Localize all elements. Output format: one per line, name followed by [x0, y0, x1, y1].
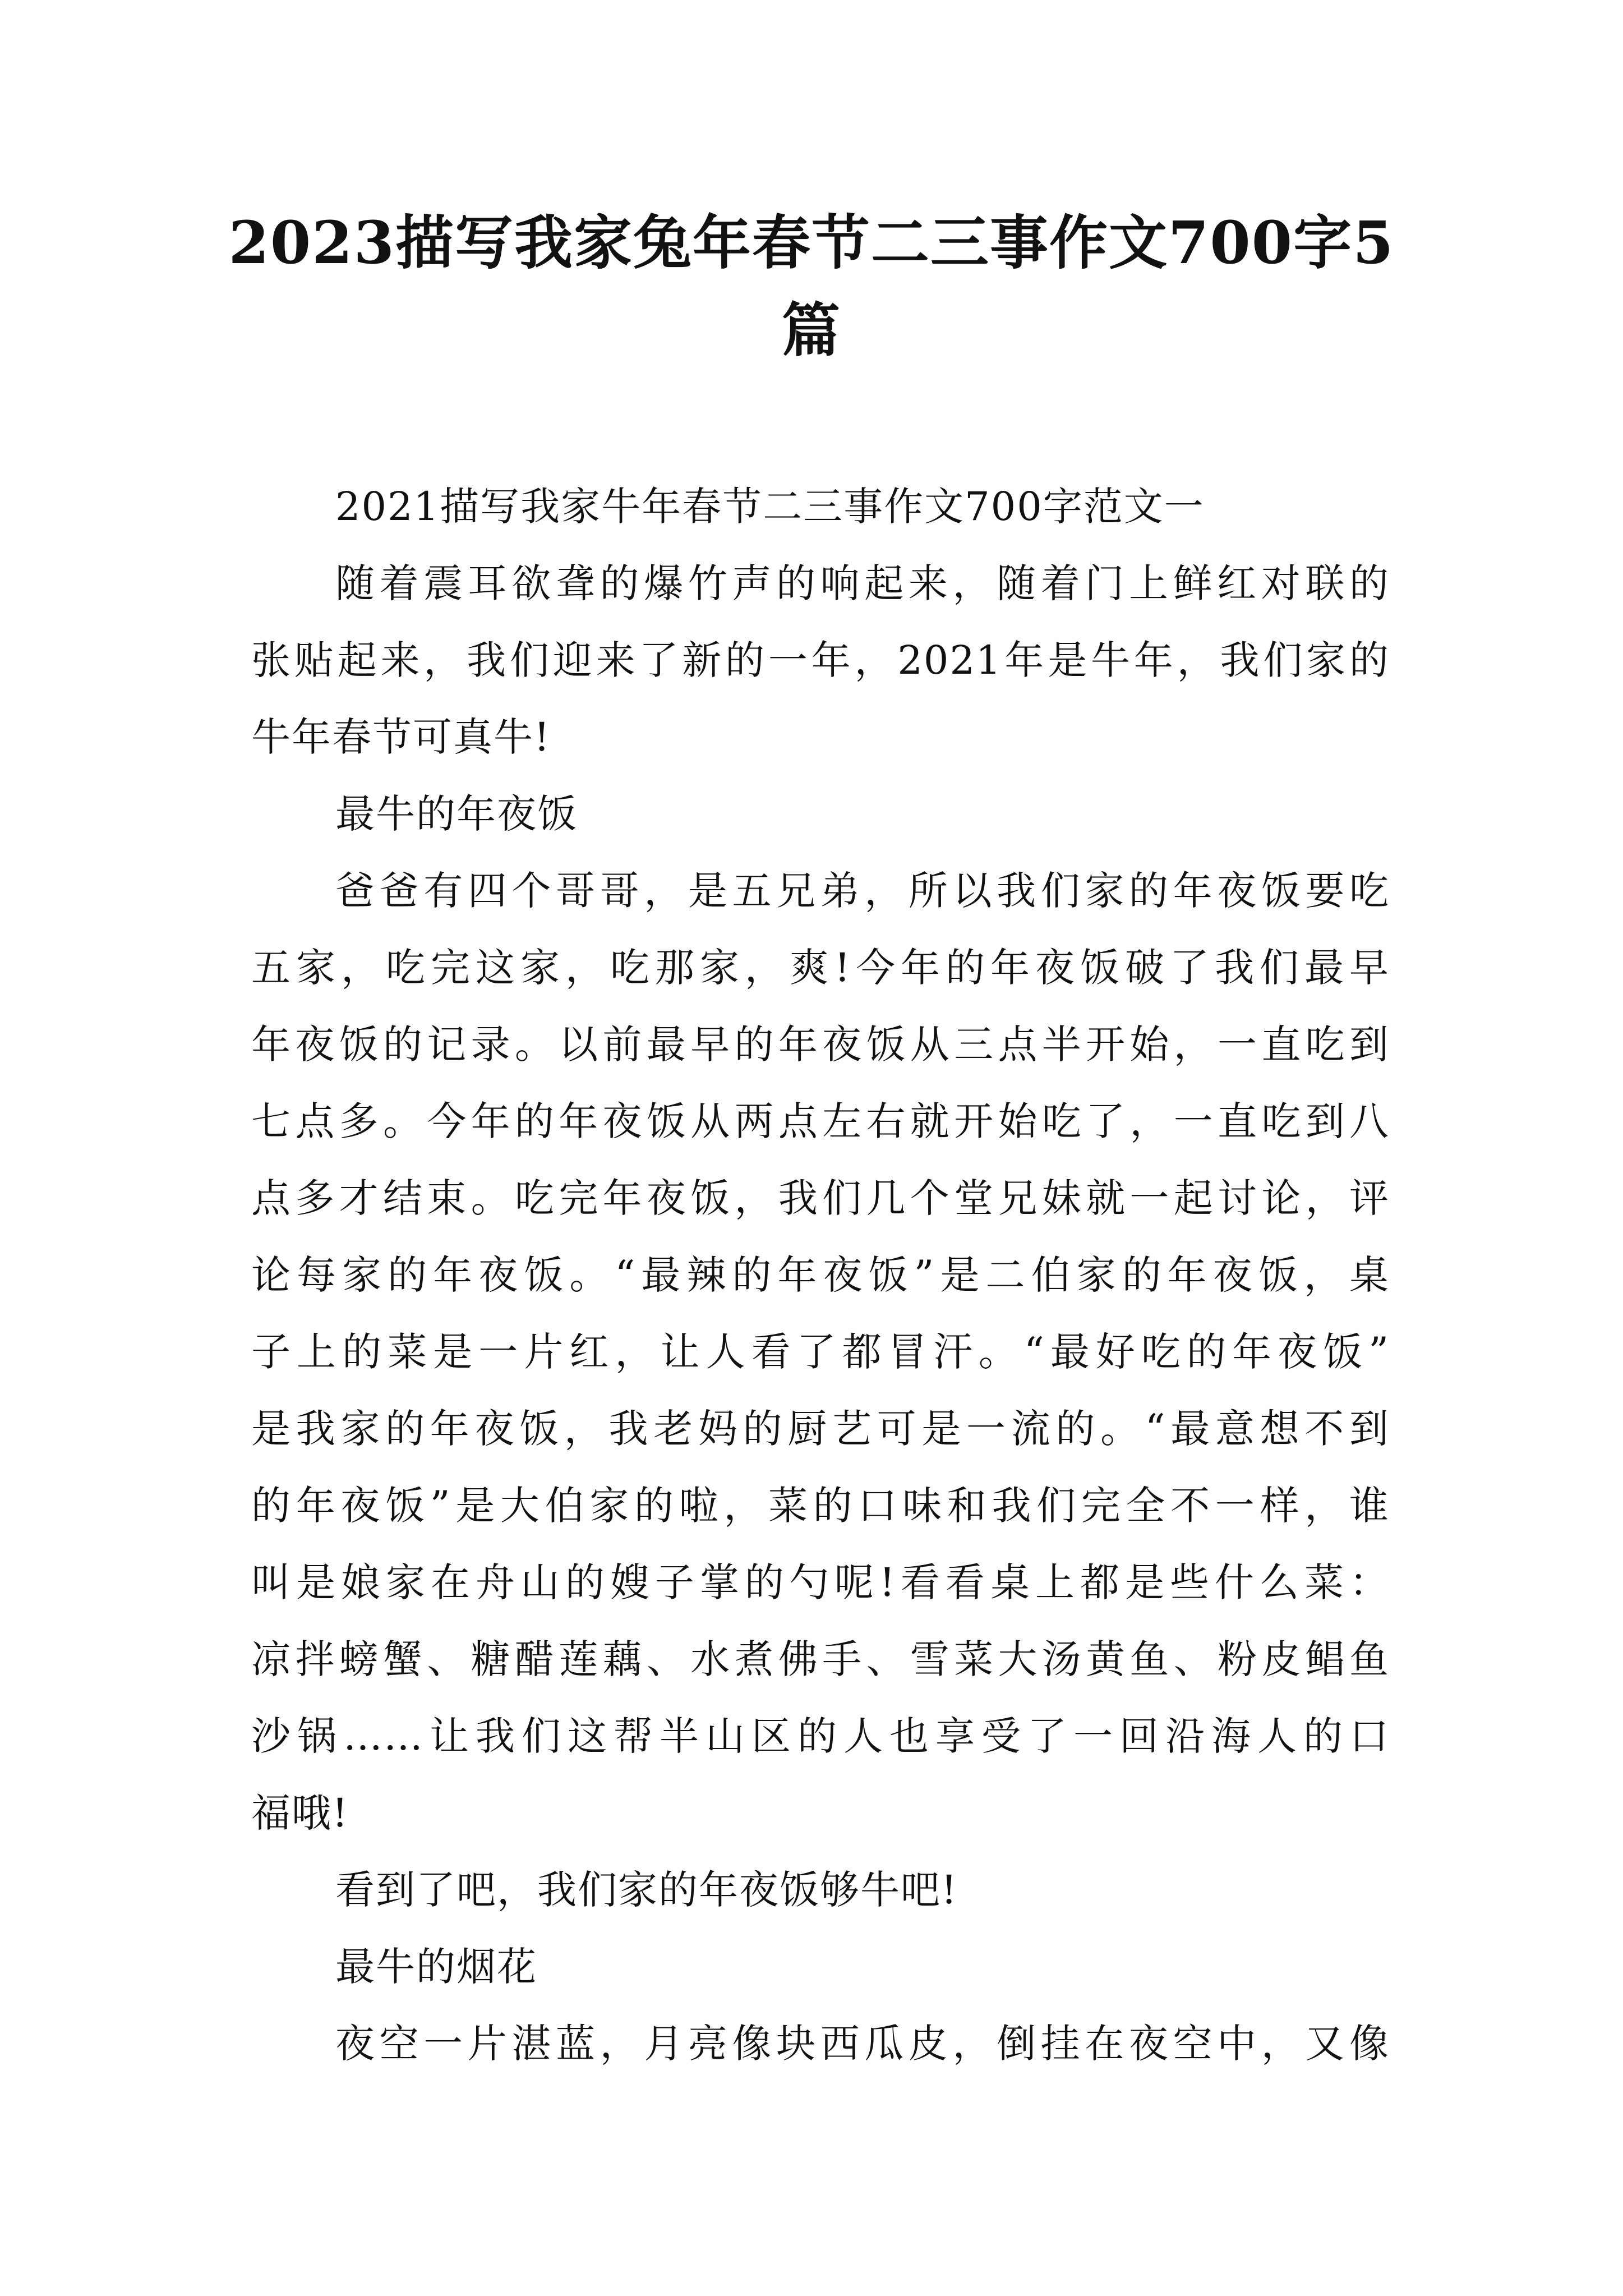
text-line: 沙锅……让我们这帮半山区的人也享受了一回沿海人的口 [251, 1713, 1390, 1759]
text-line: 夜空一片湛蓝，月亮像块西瓜皮，倒挂在夜空中，又像 [335, 2021, 1390, 2067]
section-heading: 最牛的年夜饭 [335, 791, 578, 837]
text-line: 凉拌螃蟹、糖醋莲藕、水煮佛手、雪菜大汤黄鱼、粉皮鲳鱼 [251, 1636, 1390, 1682]
text-line: 的年夜饭”是大伯家的啦，菜的口味和我们完全不一样，谁 [251, 1483, 1390, 1529]
text-line: 是我家的年夜饭，我老妈的厨艺可是一流的。“最意想不到 [251, 1406, 1390, 1452]
text-line: 年夜饭的记录。以前最早的年夜饭从三点半开始，一直吃到 [251, 1022, 1390, 1068]
text-line: 看到了吧，我们家的年夜饭够牛吧! [335, 1867, 958, 1913]
text-line: 五家，吃完这家，吃那家，爽!今年的年夜饭破了我们最早 [251, 945, 1390, 991]
text-line: 福哦! [251, 1790, 349, 1836]
text-line: 2021描写我家牛年春节二三事作文700字范文一 [335, 484, 1205, 530]
text-line: 叫是娘家在舟山的嫂子掌的勺呢!看看桌上都是些什么菜： [251, 1559, 1390, 1605]
text-line: 论每家的年夜饭。“最辣的年夜饭”是二伯家的年夜饭，桌 [251, 1252, 1390, 1298]
text-line: 点多才结束。吃完年夜饭，我们几个堂兄妹就一起讨论，评 [251, 1175, 1390, 1221]
text-line: 七点多。今年的年夜饭从两点左右就开始吃了，一直吃到八 [251, 1098, 1390, 1144]
section-heading: 最牛的烟花 [335, 1944, 537, 1990]
text-line: 牛年春节可真牛! [251, 714, 551, 760]
text-line: 随着震耳欲聋的爆竹声的响起来，随着门上鲜红对联的 [335, 560, 1390, 606]
text-line: 爸爸有四个哥哥，是五兄弟，所以我们家的年夜饭要吃 [335, 868, 1390, 914]
text-line: 子上的菜是一片红，让人看了都冒汗。“最好吃的年夜饭” [251, 1329, 1390, 1375]
document-body [251, 468, 1390, 2082]
document-title: 2023描写我家兔年春节二三事作文700字5篇 [228, 208, 1395, 365]
text-line: 张贴起来，我们迎来了新的一年，2021年是牛年，我们家的 [251, 637, 1390, 683]
